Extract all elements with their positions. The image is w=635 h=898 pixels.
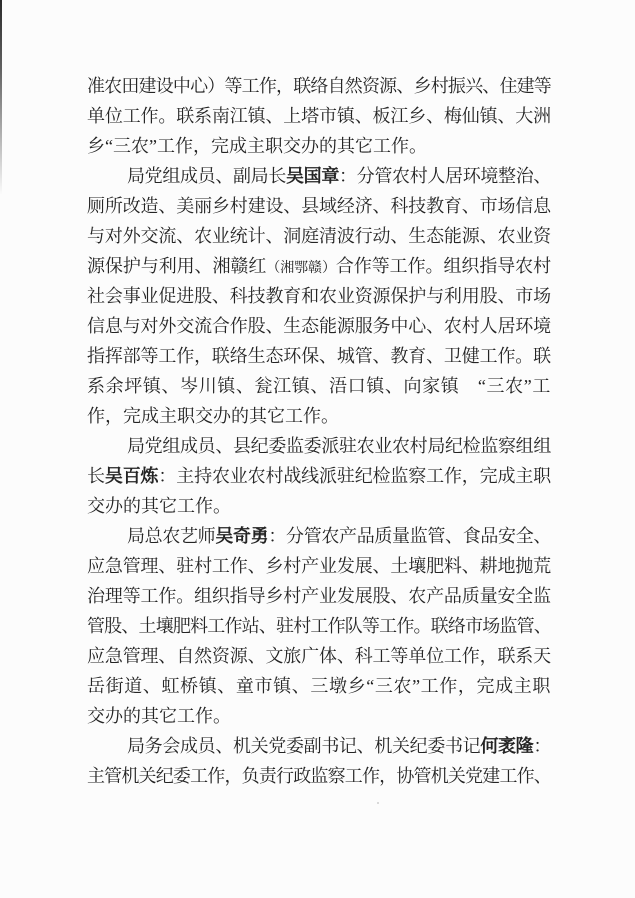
document-text-block [87, 71, 551, 791]
text-line-content [87, 641, 551, 671]
text-line-content [87, 401, 339, 431]
text-line [87, 461, 551, 491]
text-run: ：主持农业农村战线派驻纪检监察工作，完成主职 [158, 466, 552, 486]
text-run: 岳街道、虹桥镇、童市镇、三墩乡“三农”工作，完成主职 [87, 676, 551, 696]
text-run: 源保护与利用、湘赣红 [87, 256, 267, 276]
text-line-content [87, 311, 551, 341]
text-line [87, 671, 551, 701]
text-line [87, 101, 551, 131]
text-run: 应急管理、驻村工作、乡村产业发展、土壤肥料、耕地抛荒 [87, 556, 551, 576]
text-line [87, 251, 551, 281]
text-line [87, 371, 551, 401]
text-line-content [87, 101, 551, 131]
text-line [87, 581, 551, 611]
text-line-content [87, 611, 551, 641]
text-line-content [87, 281, 551, 311]
text-line-content [87, 551, 551, 581]
text-line-content [127, 521, 551, 551]
text-line [87, 761, 551, 791]
text-line [87, 401, 551, 431]
text-line-content [87, 251, 551, 284]
text-line [87, 131, 551, 161]
text-line [87, 341, 551, 371]
text-run: 应急管理、自然资源、文旅广体、科工等单位工作，联系天 [87, 646, 551, 666]
text-line-content [127, 161, 551, 191]
text-run: 单位工作。联系南江镇、上塔市镇、板江乡、梅仙镇、大洲 [87, 106, 551, 126]
text-line [87, 311, 551, 341]
text-run: 长 [87, 466, 105, 486]
text-line-content [87, 671, 551, 701]
text-line-content [87, 221, 551, 251]
text-line-content [127, 731, 551, 761]
text-run: 与对外交流、农业统计、洞庭清波行动、生态能源、农业资 [87, 226, 551, 246]
text-line-content [87, 371, 551, 401]
text-run: 准农田建设中心）等工作，联络自然资源、乡村振兴、住建等 [87, 76, 551, 96]
text-line [87, 611, 551, 641]
text-run: 治理等工作。组织指导乡村产业发展股、农产品质量安全监 [87, 586, 551, 606]
text-line-content [87, 701, 231, 731]
text-line [87, 641, 551, 671]
scan-edge-artifact [0, 0, 2, 195]
scan-speck [377, 802, 379, 804]
text-line [87, 281, 551, 311]
text-run: 局总农艺师 [127, 526, 216, 546]
text-run: 作，完成主职交办的其它工作。 [87, 406, 339, 426]
text-run: 厕所改造、美丽乡村建设、县域经济、科技教育、市场信息 [87, 196, 551, 216]
text-run: 主管机关纪委工作，负责行政监察工作，协管机关党建工作、 [87, 766, 551, 786]
text-line-content [127, 431, 551, 461]
text-run: 系余坪镇、岑川镇、瓮江镇、浯口镇、向家镇 “三农”工 [87, 376, 551, 396]
text-line [87, 551, 551, 581]
text-line-content [87, 761, 551, 791]
text-line-content [87, 461, 551, 491]
text-run: （湘鄂赣） [266, 261, 336, 276]
text-line [87, 701, 551, 731]
text-run: 交办的其它工作。 [87, 706, 231, 726]
text-run: 指挥部等工作，联络生态环保、城管、教育、卫健工作。联 [87, 346, 551, 366]
person-name: 吴百炼 [104, 466, 159, 486]
text-line-content [87, 491, 231, 521]
text-run: 交办的其它工作。 [87, 496, 231, 516]
text-line [87, 731, 551, 761]
text-run: 信息与对外交流合作股、生态能源服务中心、农村人居环境 [87, 316, 551, 336]
person-name: 吴奇勇 [215, 526, 269, 546]
text-line [87, 521, 551, 551]
person-name: 吴国章 [286, 166, 340, 186]
text-line [87, 191, 551, 221]
text-line-content [87, 71, 551, 101]
person-name: 何袤隆 [480, 736, 534, 756]
text-line [87, 71, 551, 101]
text-line-content [87, 581, 551, 611]
text-run: 局务会成员、机关党委副书记、机关纪委书记 [127, 736, 481, 756]
text-run: ： [533, 736, 552, 756]
text-line [87, 431, 551, 461]
text-run: 局党组成员、副局长 [127, 166, 287, 186]
text-line-content [87, 131, 427, 161]
text-run: ：分管农村人居环境整治、 [339, 166, 552, 186]
text-line-content [87, 341, 551, 371]
text-run: 乡“三农”工作，完成主职交办的其它工作。 [87, 136, 427, 156]
text-line [87, 491, 551, 521]
text-line-content [87, 191, 551, 221]
text-run: 管股、土壤肥料工作站、驻村工作队等工作。联络市场监管、 [87, 616, 551, 636]
text-line [87, 161, 551, 191]
text-run: 社会事业促进股、科技教育和农业资源保护与利用股、市场 [87, 286, 551, 306]
text-run: ：分管农产品质量监管、食品安全、 [268, 526, 552, 546]
text-run: 局党组成员、县纪委监委派驻农业农村局纪检监察组组 [127, 436, 552, 456]
text-line [87, 221, 551, 251]
text-run: 合作等工作。组织指导农村 [335, 256, 552, 276]
